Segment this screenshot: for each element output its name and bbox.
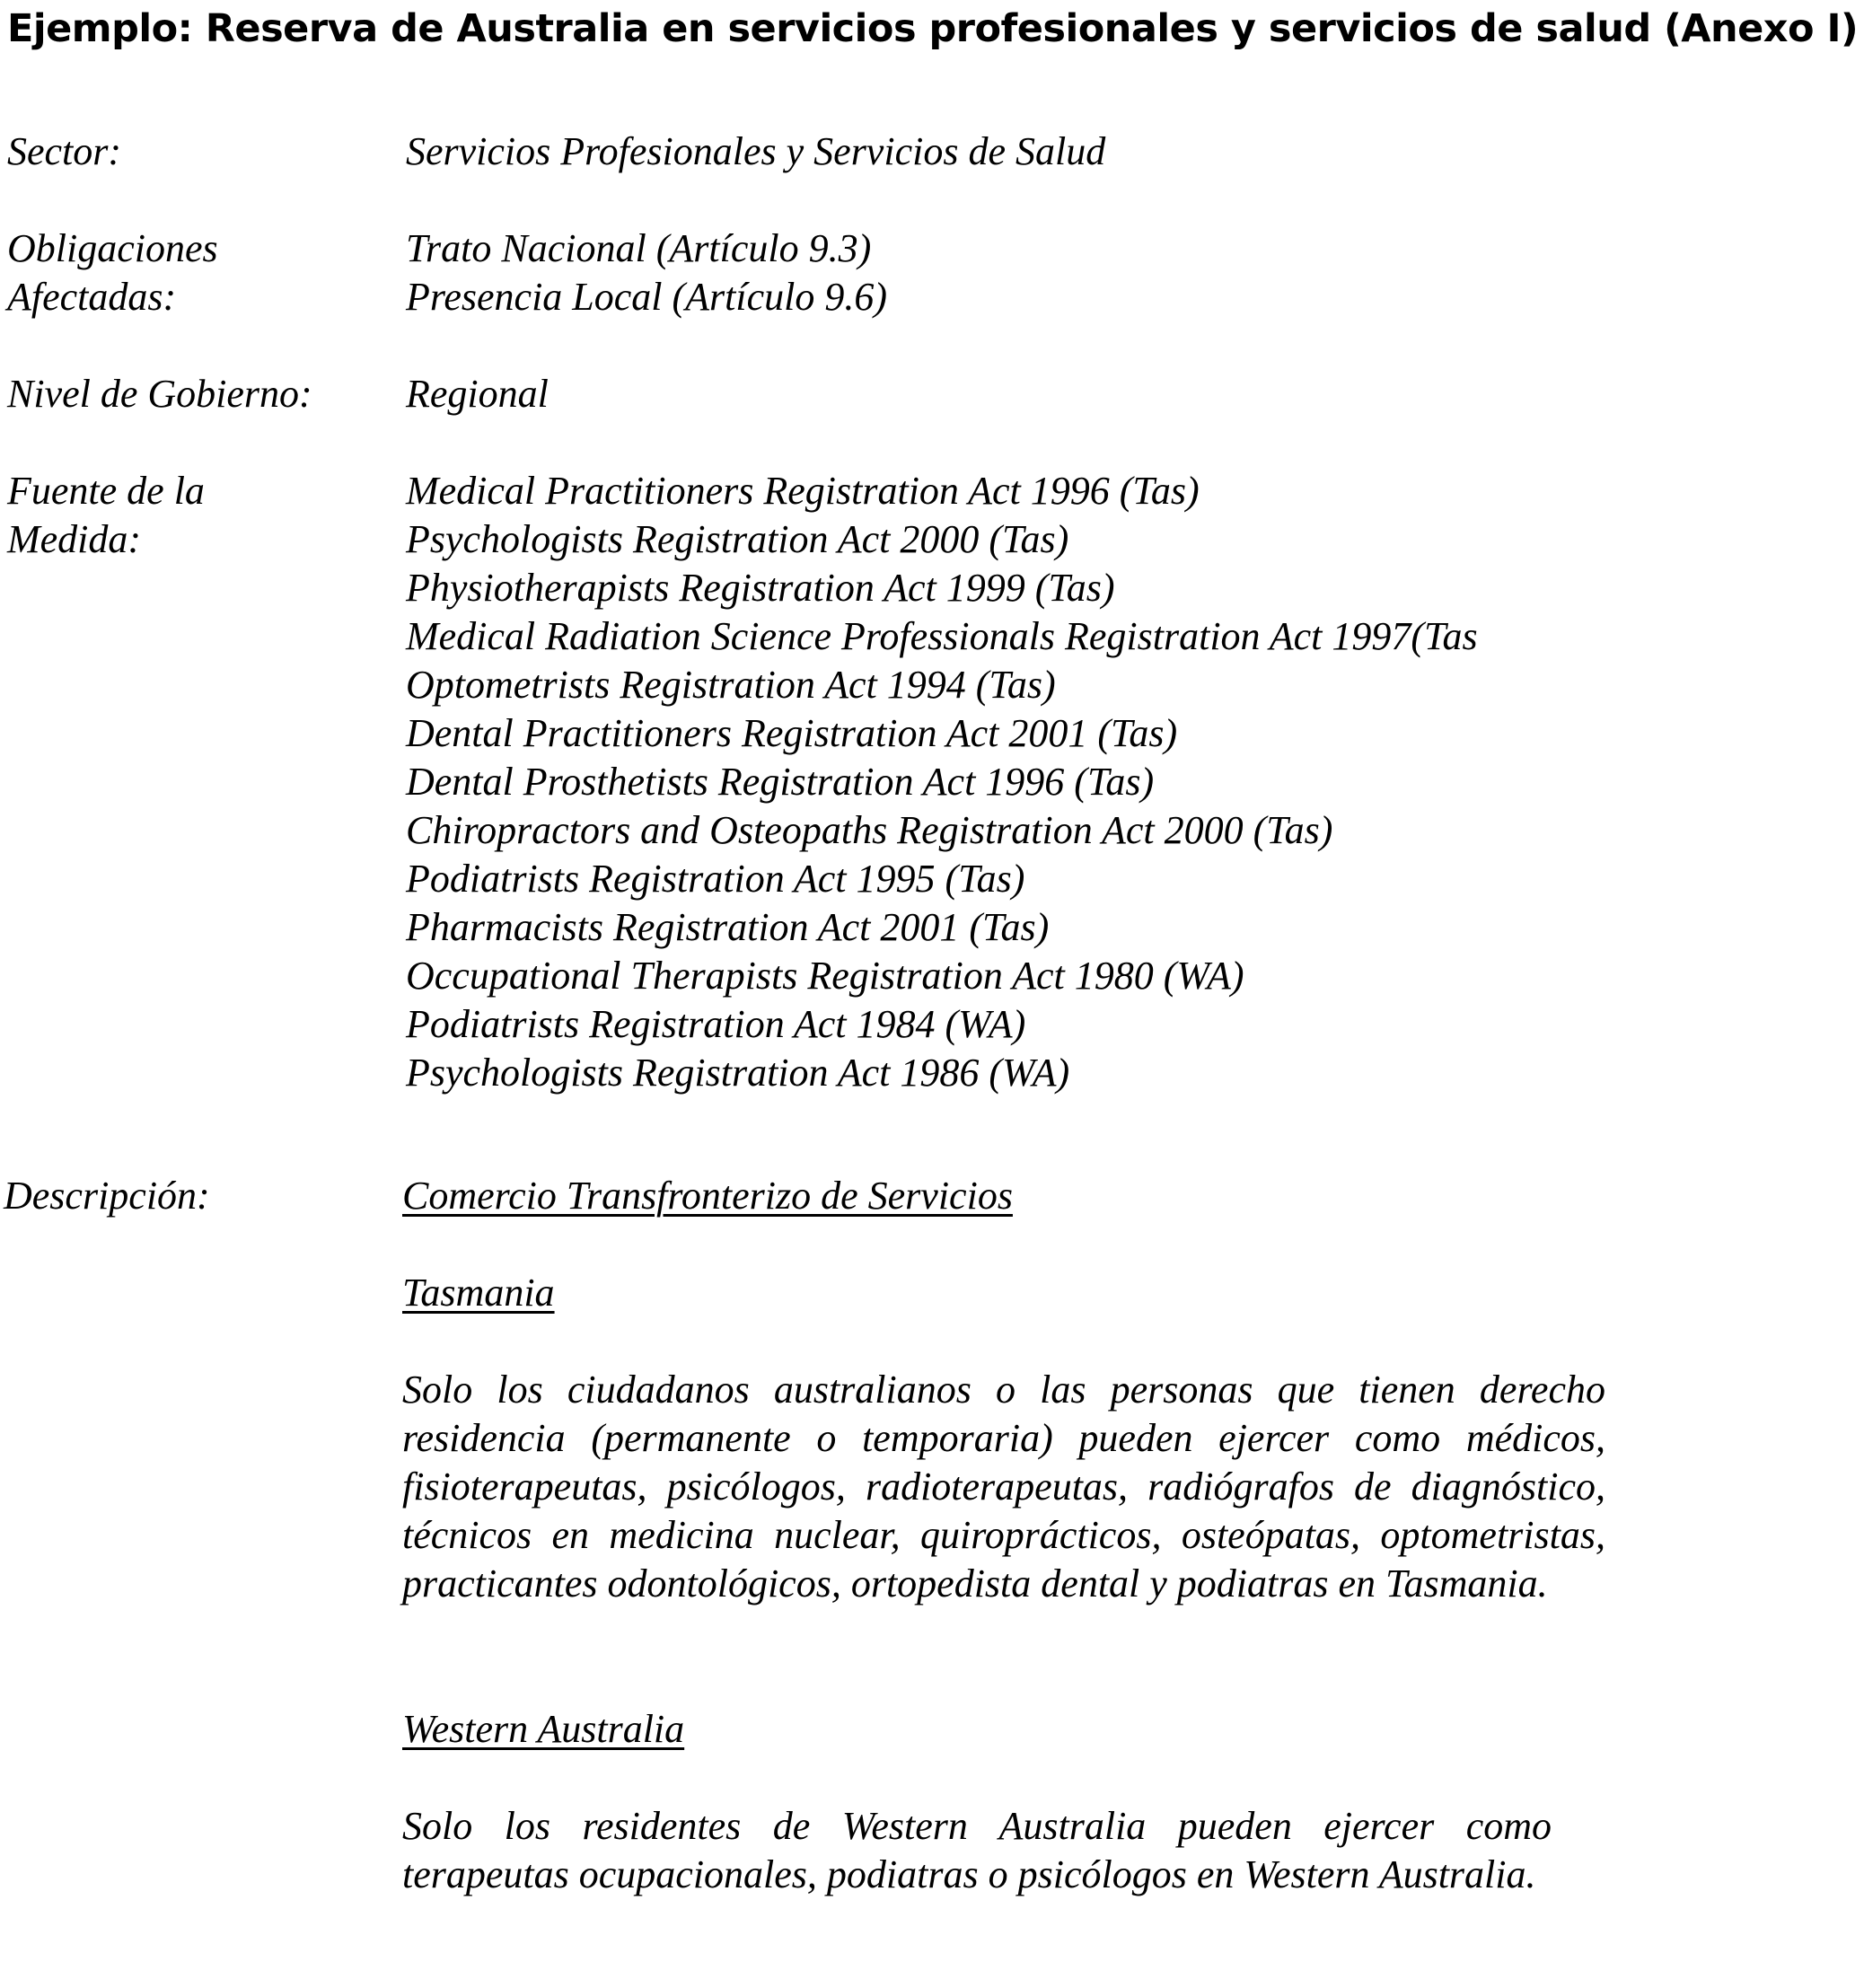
- western-australia-heading: Western Australia: [402, 1707, 685, 1751]
- sector-label: Sector:: [7, 129, 122, 173]
- obligacion-item: Trato Nacional (Artículo 9.3): [406, 226, 872, 270]
- fuente-item: Chiropractors and Osteopaths Registration Act 2000 (Tas): [406, 808, 1333, 852]
- fuente-item: Pharmacists Registration Act 2001 (Tas): [406, 905, 1050, 949]
- fuente-label-line1: Fuente de la: [7, 469, 205, 513]
- descripcion-label: Descripción:: [4, 1174, 210, 1218]
- fuente-item: Psychologists Registration Act 1986 (WA): [406, 1051, 1070, 1095]
- tasmania-paragraph: Solo los ciudadanos australianos o las personas que tienen derecho residencia (permanente o temporaria) pueden ejercer como médicos, fisioterapeutas, psicólogos, radioterapeutas, radiógrafos de diagnóstico, técnicos en medicina nuclear, quiroprácticos, osteópatas, optometristas, practicantes odontológicos, ortopedista dental y podiatras en Tasmania.: [402, 1368, 1605, 1605]
- western-australia-paragraph: Solo los residentes de Western Australia pueden ejercer como terapeutas ocupacionales, podiatras o psicólogos en Western Australia.: [402, 1804, 1552, 1896]
- fuente-item: Physiotherapists Registration Act 1999 (Tas): [406, 566, 1115, 610]
- fuente-item: Dental Practitioners Registration Act 2001 (Tas): [406, 711, 1178, 755]
- nivel-label: Nivel de Gobierno:: [7, 372, 312, 416]
- obligaciones-label-line2: Afectadas:: [7, 275, 177, 319]
- fuente-list: [406, 467, 1478, 1097]
- fuente-item: Podiatrists Registration Act 1984 (WA): [406, 1002, 1026, 1046]
- document-title: Ejemplo: Reserva de Australia en servicios profesionales y servicios de salud (Anexo I): [7, 6, 1859, 51]
- descripcion-heading: Comercio Transfronterizo de Servicios: [402, 1174, 1013, 1218]
- fuente-label-line2: Medida:: [7, 517, 142, 561]
- obligaciones-label-line1: Obligaciones: [7, 226, 218, 270]
- fuente-item: Medical Practitioners Registration Act 1996 (Tas): [406, 469, 1200, 513]
- tasmania-heading: Tasmania: [402, 1271, 555, 1315]
- obligacion-item: Presencia Local (Artículo 9.6): [406, 275, 888, 319]
- fuente-item: Occupational Therapists Registration Act 1980 (WA): [406, 954, 1244, 998]
- obligaciones-label: [7, 224, 218, 321]
- fuente-item: Podiatrists Registration Act 1995 (Tas): [406, 857, 1025, 901]
- nivel-value: Regional: [406, 372, 549, 416]
- fuente-label: [7, 467, 205, 564]
- fuente-item: Dental Prosthetists Registration Act 1996 (Tas): [406, 760, 1155, 804]
- fuente-item: Psychologists Registration Act 2000 (Tas): [406, 517, 1069, 561]
- sector-value: Servicios Profesionales y Servicios de Salud: [406, 129, 1106, 173]
- obligaciones-values: [406, 224, 887, 321]
- fuente-item: Optometrists Registration Act 1994 (Tas): [406, 663, 1056, 707]
- fuente-item: Medical Radiation Science Professionals Registration Act 1997(Tas: [406, 614, 1478, 658]
